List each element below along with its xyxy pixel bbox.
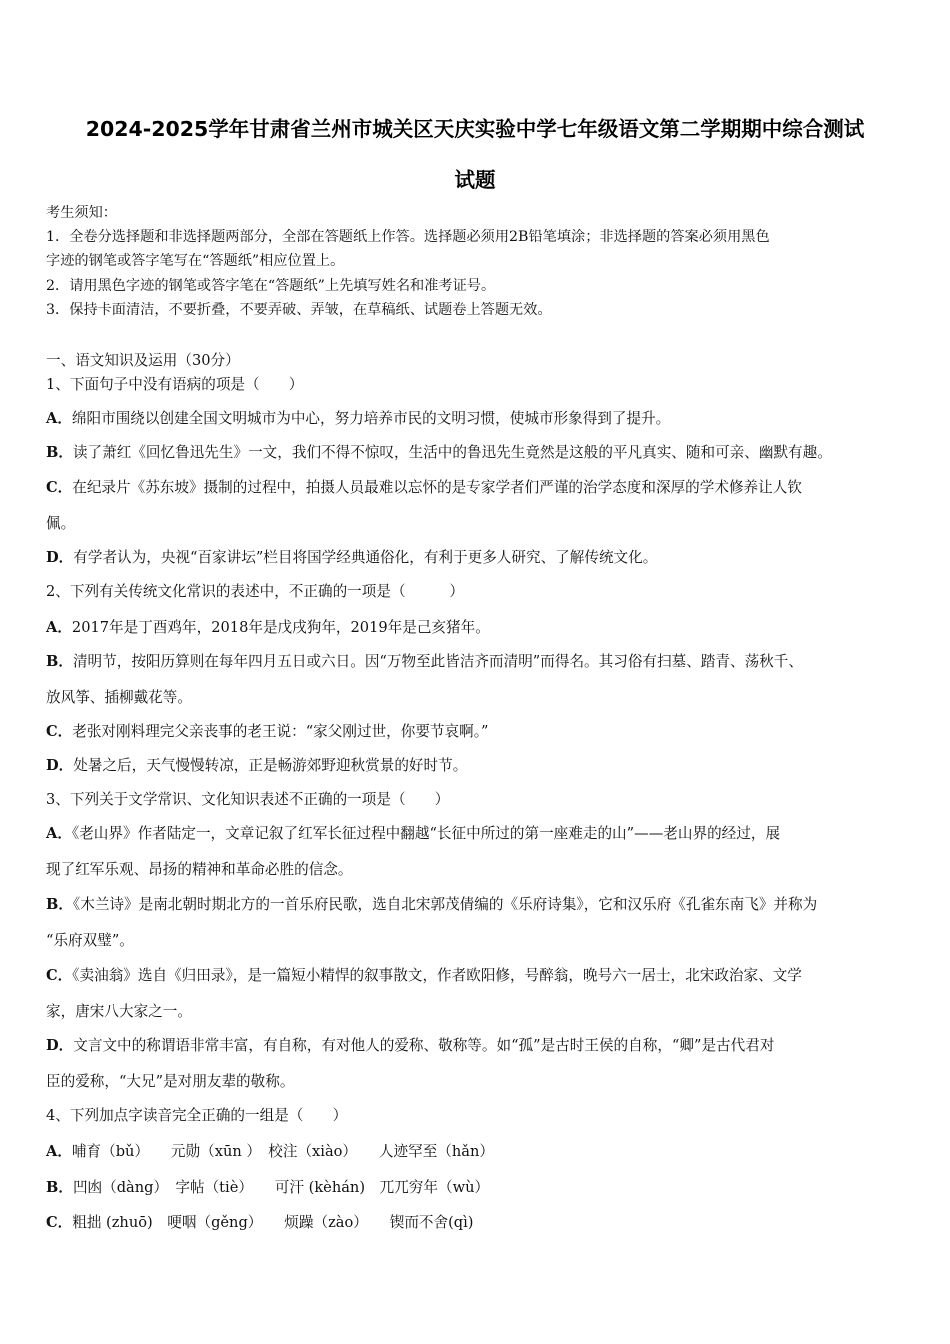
question-1-option-a: [46, 409, 926, 429]
option-letter: C．: [46, 1214, 73, 1231]
question-2-option-b: [46, 652, 926, 672]
question-1-stem: 1、下面句子中没有语病的项是（ ）: [46, 376, 304, 393]
question-3-option-b: [46, 895, 926, 915]
option-text: 凹凼（dàng） 字帖（tiè） 可汗 (kèhán) 兀兀穷年（wù）: [72, 1179, 490, 1196]
option-letter: C．: [46, 967, 73, 984]
option-text: 家，唐宋八大家之一。: [46, 1003, 192, 1020]
question-3-option-a: [46, 824, 926, 844]
question-3-option-c: [46, 966, 926, 986]
option-letter: B．: [46, 653, 73, 670]
question-2-stem: 2、下列有关传统文化常识的表述中，不正确的一项是（ ）: [46, 583, 464, 600]
notice-item: 字迹的钢笔或答字笔写在“答题纸”相应位置上。: [46, 253, 345, 269]
question-2-option-c: [46, 722, 926, 742]
notice-item: 2．请用黑色字迹的钢笔或答字笔在“答题纸”上先填写姓名和准考证号。: [46, 278, 496, 294]
option-text: “乐府双璧”。: [46, 932, 134, 949]
notice-item: 1．全卷分选择题和非选择题两部分，全部在答题纸上作答。选择题必须用2B铅笔填涂；非选择题的答案必须用黑色: [46, 229, 770, 245]
option-text: 佩。: [46, 515, 76, 532]
option-text: 现了红军乐观、昂扬的精神和革命必胜的信念。: [46, 861, 353, 878]
question-2-option-a: [46, 618, 926, 638]
option-letter: B．: [46, 896, 73, 913]
question-3-option-d-cont: [46, 1072, 926, 1092]
exam-title-line-1: 2024-2025学年甘肃省兰州市城关区天庆实验中学七年级语文第二学期期中综合测试: [85, 117, 865, 141]
exam-title-line-2: 试题: [454, 168, 496, 192]
question-3-option-c-cont: [46, 1002, 926, 1022]
option-text: 粗拙 (zhuō) 哽咽（gěng） 烦躁（zào） 锲而不舍(qì): [72, 1214, 474, 1231]
question-1-option-b: [46, 443, 926, 463]
notice-item: 3．保持卡面清洁，不要折叠，不要弄破、弄皱，在草稿纸、试题卷上答题无效。: [46, 302, 552, 318]
section-heading: 一、语文知识及运用（30分）: [46, 352, 240, 369]
option-text: 清明节，按阳历算则在每年四月五日或六日。因“万物至此皆洁齐而清明”而得名。其习俗有扫墓、踏青、荡秋千、: [72, 653, 803, 670]
question-4-stem: 4、下列加点字读音完全正确的一组是（ ）: [46, 1107, 348, 1124]
option-letter: B．: [46, 444, 73, 461]
question-4-option-b: [46, 1178, 926, 1198]
notice-heading: 考生须知：: [46, 205, 117, 221]
option-text: 绵阳市围绕以创建全国文明城市为中心，努力培养市民的文明习惯，使城市形象得到了提升。: [71, 410, 671, 427]
option-text: 有学者认为，央视“百家讲坛”栏目将国学经典通俗化，有利于更多人研究、了解传统文化。: [73, 549, 658, 566]
option-letter: A．: [46, 619, 72, 636]
question-3-option-b-cont: [46, 931, 926, 951]
option-letter: C．: [46, 723, 73, 740]
option-text: 在纪录片《苏东坡》摄制的过程中，拍摄人员最难以忘怀的是专家学者们严谨的治学态度和深厚的学术修养让人钦: [72, 479, 802, 496]
option-letter: B．: [46, 1179, 73, 1196]
option-text: 2017年是丁酉鸡年，2018年是戊戌狗年，2019年是己亥猪年。: [71, 619, 490, 636]
question-1-option-c: [46, 478, 926, 498]
question-2-option-b-cont: [46, 688, 926, 708]
option-letter: D．: [46, 549, 74, 566]
option-text: 《木兰诗》是南北朝时期北方的一首乐府民歌，选自北宋郭茂倩编的《乐府诗集》，它和汉乐府《孔雀东南飞》并称为: [72, 896, 818, 913]
question-3-option-a-cont: [46, 860, 926, 880]
question-4-option-a: [46, 1142, 926, 1162]
option-letter: C．: [46, 479, 73, 496]
option-text: 放风筝、插柳戴花等。: [46, 689, 192, 706]
option-letter: A．: [46, 410, 72, 427]
question-2-option-d: [46, 756, 926, 776]
option-text: 哺育（bǔ） 元勋（xūn ） 校注（xiào） 人迹罕至（hǎn）: [71, 1143, 494, 1160]
question-3-option-d: [46, 1036, 926, 1056]
option-text: 处暑之后，天气慢慢转凉，正是畅游郊野迎秋赏景的好时节。: [73, 757, 468, 774]
option-text: 《老山界》作者陆定一，文章记叙了红军长征过程中翻越“长征中所过的第一座难走的山”——老山界的经过，展: [71, 825, 781, 842]
question-4-option-c: [46, 1213, 926, 1233]
option-text: 《卖油翁》选自《归田录》，是一篇短小精悍的叙事散文，作者欧阳修，号醉翁，晚号六一居士，北宋政治家、文学: [72, 967, 802, 984]
option-letter: D．: [46, 757, 74, 774]
question-1-option-d: [46, 548, 926, 568]
option-text: 臣的爱称，“大兄”是对朋友辈的敬称。: [46, 1073, 295, 1090]
question-1-option-c-cont: [46, 514, 926, 534]
option-letter: D．: [46, 1037, 74, 1054]
option-text: 读了萧红《回忆鲁迅先生》一文，我们不得不惊叹，生活中的鲁迅先生竟然是这般的平凡真实、随和可亲、幽默有趣。: [72, 444, 832, 461]
question-3-stem: 3、下列关于文学常识、文化知识表述不正确的一项是（ ）: [46, 791, 450, 808]
option-text: 老张对刚料理完父亲丧事的老王说：“家父刚过世，你要节哀啊。”: [72, 723, 489, 740]
option-text: 文言文中的称谓语非常丰富，有自称，有对他人的爱称、敬称等。如“孤”是古时王侯的自称，“卿”是古代君对: [73, 1037, 775, 1054]
option-letter: A．: [46, 825, 72, 842]
option-letter: A．: [46, 1143, 72, 1160]
